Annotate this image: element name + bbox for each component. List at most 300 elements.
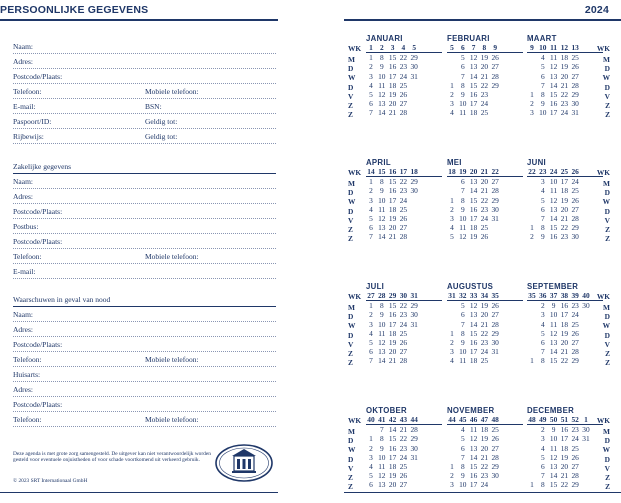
- day-number: 23: [399, 186, 408, 196]
- day-letter-left: M: [348, 427, 355, 436]
- business-1-field[interactable]: [13, 188, 276, 204]
- day-letter-right: Z: [605, 473, 610, 482]
- day-number: 24: [571, 434, 579, 444]
- day-number: 10: [549, 434, 558, 444]
- day-number: 5: [460, 53, 465, 63]
- day-number: 31: [410, 452, 418, 462]
- day-number: 23: [480, 204, 489, 214]
- day-number: 13: [469, 443, 478, 453]
- emergency-5-field[interactable]: [13, 381, 276, 397]
- day-number: 12: [378, 89, 386, 99]
- emergency-7-field[interactable]: [13, 411, 276, 427]
- day-number: 10: [459, 99, 467, 109]
- day-number: 8: [540, 356, 545, 366]
- day-number: 12: [378, 213, 386, 223]
- personal-0-field[interactable]: [13, 38, 276, 54]
- day-number: 21: [388, 108, 397, 118]
- day-number: 3: [369, 452, 373, 462]
- week-number: 34: [480, 291, 489, 300]
- business-2-field[interactable]: [13, 203, 276, 219]
- day-number: 22: [560, 480, 569, 490]
- day-number: 3: [369, 195, 373, 205]
- day-letter-right: V: [604, 91, 610, 101]
- day-number: 12: [469, 434, 478, 444]
- day-number: 4: [540, 443, 545, 453]
- day-number: 27: [399, 223, 408, 233]
- day-number: 14: [549, 80, 558, 90]
- day-number: 28: [491, 71, 499, 81]
- day-letter-left: D: [348, 64, 354, 74]
- publisher-logo: [214, 443, 274, 483]
- day-number: 10: [378, 319, 386, 329]
- day-number: 7: [369, 108, 373, 118]
- week-numbers-row: [527, 415, 603, 425]
- week-number: 38: [560, 291, 569, 300]
- week-number: 15: [378, 167, 386, 176]
- day-number: 23: [480, 471, 489, 481]
- day-number: 7: [369, 232, 373, 242]
- business-5-secondary-label: Mobiele telefoon:: [145, 252, 199, 261]
- day-number: 23: [560, 99, 569, 109]
- day-letter-left: V: [348, 463, 354, 473]
- day-row: [527, 356, 603, 365]
- day-row: [366, 356, 442, 365]
- day-letter-right: M: [603, 55, 610, 64]
- week-number: 48: [491, 415, 499, 424]
- day-number: 3: [450, 347, 454, 357]
- day-row: [447, 356, 523, 365]
- day-number: 20: [560, 204, 569, 214]
- day-letter-right: V: [604, 339, 610, 349]
- day-letter-left: D: [348, 436, 354, 446]
- day-row: [366, 301, 442, 310]
- personal-1-field[interactable]: [13, 53, 276, 69]
- personal-4-label: E-mail:: [13, 102, 36, 111]
- week-number: 35: [528, 291, 536, 300]
- day-number: 23: [399, 310, 408, 320]
- day-number: 17: [469, 213, 478, 223]
- month-november: [447, 406, 523, 490]
- day-number: 24: [399, 195, 408, 205]
- week-number: 49: [539, 415, 547, 424]
- day-row: [366, 453, 442, 462]
- day-letter-right: W: [602, 73, 610, 83]
- day-number: 9: [540, 232, 545, 242]
- day-number: 16: [469, 204, 478, 214]
- day-number: 24: [480, 99, 489, 109]
- day-number: 18: [480, 425, 489, 435]
- personal-5-field[interactable]: [13, 113, 276, 129]
- day-number: 17: [560, 177, 569, 187]
- day-number: 5: [460, 434, 465, 444]
- emergency-0-field[interactable]: [13, 306, 276, 322]
- business-4-field[interactable]: [13, 233, 276, 249]
- day-number: 31: [410, 319, 418, 329]
- day-number: 26: [571, 62, 579, 72]
- business-6-field[interactable]: [13, 263, 276, 279]
- day-number: 17: [469, 347, 478, 357]
- day-number: 21: [560, 80, 569, 90]
- week-number: 20: [469, 167, 478, 176]
- day-number: 29: [491, 328, 499, 338]
- month-name: NOVEMBER: [447, 406, 495, 415]
- business-3-field[interactable]: [13, 218, 276, 234]
- day-number: 7: [460, 71, 465, 81]
- day-number: 16: [560, 425, 569, 435]
- week-label-right: WK: [596, 292, 610, 301]
- day-number: 1: [530, 356, 534, 366]
- day-number: 22: [480, 80, 489, 90]
- day-number: 22: [399, 177, 408, 187]
- day-number: 4: [450, 108, 454, 118]
- day-row: [447, 329, 523, 338]
- day-number: 16: [469, 471, 478, 481]
- emergency-6-field[interactable]: [13, 396, 276, 412]
- day-number: 29: [491, 80, 499, 90]
- day-row: [366, 223, 442, 232]
- day-number: 17: [388, 452, 397, 462]
- day-row: [366, 196, 442, 205]
- day-number: 26: [491, 434, 499, 444]
- day-number: 21: [388, 232, 397, 242]
- day-number: 16: [388, 62, 397, 72]
- day-row: [447, 214, 523, 223]
- day-number: 14: [469, 452, 478, 462]
- week-number: 31: [448, 291, 456, 300]
- day-letter-left: Z: [348, 225, 353, 234]
- day-number: 27: [399, 347, 408, 357]
- week-number: 10: [539, 43, 547, 52]
- day-number: 2: [369, 443, 373, 453]
- day-number: 5: [540, 452, 545, 462]
- day-number: 20: [480, 177, 489, 187]
- day-number: 24: [560, 108, 569, 118]
- week-number: 35: [491, 291, 499, 300]
- day-number: 8: [379, 434, 384, 444]
- day-number: 22: [399, 301, 408, 311]
- day-number: 20: [388, 347, 397, 357]
- month-name: FEBRUARI: [447, 34, 490, 43]
- day-number: 1: [530, 480, 534, 490]
- day-number: 23: [480, 89, 489, 99]
- day-number: 25: [480, 108, 489, 118]
- day-row: [447, 108, 523, 117]
- day-number: 11: [459, 108, 467, 118]
- business-5-label: Telefoon:: [13, 252, 42, 261]
- day-number: 15: [469, 195, 478, 205]
- day-number: 6: [369, 99, 373, 109]
- day-number: 4: [460, 425, 465, 435]
- business-0-label: Naam:: [13, 177, 33, 186]
- day-row: [527, 186, 603, 195]
- day-number: 3: [450, 213, 454, 223]
- day-letter-right: V: [604, 215, 610, 225]
- day-number: 25: [571, 443, 579, 453]
- day-number: 5: [369, 471, 373, 481]
- personal-4-field[interactable]: [13, 98, 276, 114]
- day-number: 8: [379, 53, 384, 63]
- day-number: 21: [480, 452, 489, 462]
- day-row: [527, 90, 603, 99]
- day-number: 18: [469, 223, 478, 233]
- day-number: 23: [399, 62, 408, 72]
- day-number: 15: [388, 177, 397, 187]
- day-number: 9: [540, 99, 545, 109]
- day-letter-right: M: [603, 303, 610, 312]
- day-number: 30: [571, 232, 579, 242]
- day-row: [447, 338, 523, 347]
- day-number: 13: [378, 223, 386, 233]
- day-number: 20: [560, 337, 569, 347]
- day-number: 18: [388, 204, 397, 214]
- day-number: 3: [369, 71, 373, 81]
- week-numbers-row: [527, 43, 603, 53]
- day-number: 29: [410, 177, 418, 187]
- day-number: 10: [549, 177, 558, 187]
- day-number: 3: [450, 480, 454, 490]
- day-number: 23: [571, 425, 579, 435]
- day-letter-right: Z: [605, 358, 610, 368]
- day-number: 11: [550, 186, 558, 196]
- day-row: [527, 444, 603, 453]
- day-letter-right: D: [604, 206, 610, 216]
- personal-2-label: Postcode/Plaats:: [13, 72, 63, 81]
- day-number: 28: [491, 452, 499, 462]
- day-number: 25: [491, 425, 499, 435]
- emergency-3-secondary-label: Mobiele telefoon:: [145, 355, 199, 364]
- day-number: 8: [540, 480, 545, 490]
- day-number: 28: [399, 232, 408, 242]
- day-number: 17: [549, 108, 558, 118]
- week-numbers-row: [447, 167, 523, 177]
- day-number: 2: [369, 186, 373, 196]
- year-rule: [344, 19, 621, 21]
- day-letter-right: W: [602, 197, 610, 207]
- emergency-3-label: Telefoon:: [13, 355, 42, 364]
- day-row: [527, 310, 603, 319]
- month-juli: [366, 282, 442, 366]
- day-number: 15: [469, 461, 478, 471]
- day-number: 15: [388, 53, 397, 63]
- day-letter-left: M: [348, 55, 355, 64]
- month-name: MEI: [447, 158, 462, 167]
- day-number: 26: [399, 337, 408, 347]
- day-letter-left: D: [348, 454, 354, 464]
- week-numbers-row: [527, 291, 603, 301]
- day-number: 21: [560, 471, 569, 481]
- business-0-field[interactable]: [13, 173, 276, 189]
- day-number: 30: [410, 62, 418, 72]
- day-letter-right: D: [604, 312, 610, 322]
- personal-3-field[interactable]: [13, 83, 276, 99]
- week-number: 39: [571, 291, 579, 300]
- day-number: 9: [379, 186, 384, 196]
- day-letter-right: D: [604, 82, 610, 92]
- day-number: 5: [369, 337, 373, 347]
- day-row: [366, 347, 442, 356]
- day-number: 30: [582, 425, 590, 435]
- day-number: 13: [549, 71, 558, 81]
- day-number: 6: [460, 443, 465, 453]
- day-number: 13: [549, 204, 558, 214]
- week-label-right: WK: [596, 416, 610, 425]
- emergency-0-label: Naam:: [13, 310, 33, 319]
- day-number: 30: [582, 301, 590, 311]
- day-number: 11: [550, 319, 558, 329]
- day-number: 15: [388, 301, 397, 311]
- week-number: 40: [582, 291, 590, 300]
- emergency-section-heading: Waarschuwen in geval van nood: [13, 293, 276, 307]
- day-number: 24: [399, 71, 408, 81]
- week-number: 11: [550, 43, 558, 52]
- day-number: 17: [388, 71, 397, 81]
- week-number: 48: [528, 415, 536, 424]
- day-number: 1: [369, 434, 373, 444]
- day-number: 13: [549, 337, 558, 347]
- day-number: 19: [560, 328, 569, 338]
- day-number: 2: [369, 62, 373, 72]
- day-number: 11: [550, 53, 558, 63]
- day-number: 29: [571, 480, 579, 490]
- day-number: 10: [539, 108, 547, 118]
- day-letter-left: D: [348, 206, 354, 216]
- day-number: 6: [460, 62, 465, 72]
- day-number: 14: [469, 186, 478, 196]
- day-number: 19: [480, 434, 489, 444]
- day-number: 4: [369, 461, 373, 471]
- day-row: [366, 310, 442, 319]
- week-number: 6: [460, 43, 465, 52]
- day-row: [527, 223, 603, 232]
- day-row: [527, 329, 603, 338]
- day-letter-left: D: [348, 82, 354, 92]
- day-number: 6: [369, 347, 373, 357]
- day-number: 8: [379, 301, 384, 311]
- week-number: 44: [448, 415, 456, 424]
- day-number: 16: [549, 99, 558, 109]
- month-name: JANUARI: [366, 34, 403, 43]
- day-number: 20: [480, 62, 489, 72]
- day-number: 26: [571, 195, 579, 205]
- week-number: 5: [412, 43, 417, 52]
- day-row: [447, 72, 523, 81]
- week-number: 50: [549, 415, 558, 424]
- week-number: 42: [388, 415, 397, 424]
- day-number: 19: [560, 452, 569, 462]
- day-number: 16: [388, 310, 397, 320]
- day-letter-left: M: [348, 303, 355, 312]
- day-number: 24: [571, 310, 579, 320]
- day-row: [527, 480, 603, 489]
- day-number: 5: [369, 89, 373, 99]
- day-number: 8: [460, 461, 465, 471]
- emergency-7-label: Telefoon:: [13, 415, 42, 424]
- week-label: WK: [348, 44, 362, 53]
- day-number: 11: [378, 328, 386, 338]
- week-number: 16: [388, 167, 397, 176]
- day-number: 1: [530, 89, 534, 99]
- day-number: 12: [549, 195, 558, 205]
- week-number: 25: [560, 167, 569, 176]
- emergency-2-field[interactable]: [13, 336, 276, 352]
- day-number: 2: [369, 310, 373, 320]
- day-number: 30: [491, 337, 499, 347]
- emergency-4-field[interactable]: [13, 366, 276, 382]
- week-number: 24: [549, 167, 558, 176]
- day-number: 26: [480, 232, 489, 242]
- day-row: [366, 62, 442, 71]
- day-number: 24: [399, 319, 408, 329]
- day-number: 15: [549, 89, 558, 99]
- month-name: JULI: [366, 282, 385, 291]
- day-number: 28: [491, 319, 499, 329]
- day-row: [447, 462, 523, 471]
- day-number: 27: [571, 204, 579, 214]
- emergency-3-field[interactable]: [13, 351, 276, 367]
- day-number: 27: [491, 443, 499, 453]
- day-number: 4: [540, 53, 545, 63]
- week-number: 27: [367, 291, 375, 300]
- day-number: 21: [560, 213, 569, 223]
- day-row: [366, 53, 442, 62]
- day-number: 14: [549, 347, 558, 357]
- day-number: 10: [549, 310, 558, 320]
- day-letter-right: D: [604, 330, 610, 340]
- day-number: 25: [480, 223, 489, 233]
- month-februari: [447, 34, 523, 118]
- day-number: 26: [399, 471, 408, 481]
- business-5-field[interactable]: [13, 248, 276, 264]
- day-number: 27: [399, 99, 408, 109]
- day-number: 31: [582, 434, 590, 444]
- day-number: 7: [540, 471, 545, 481]
- day-row: [366, 320, 442, 329]
- day-number: 20: [480, 443, 489, 453]
- day-number: 7: [460, 319, 465, 329]
- day-number: 30: [491, 204, 499, 214]
- week-number: 18: [448, 167, 456, 176]
- day-number: 14: [469, 319, 478, 329]
- day-row: [447, 320, 523, 329]
- day-number: 22: [560, 89, 569, 99]
- week-number: 32: [459, 291, 467, 300]
- week-number: 47: [480, 415, 489, 424]
- week-label-right: WK: [596, 44, 610, 53]
- day-number: 19: [480, 301, 489, 311]
- week-number: 19: [459, 167, 467, 176]
- right-bottom-rule: [344, 492, 621, 493]
- day-letter-right: Z: [605, 234, 610, 244]
- day-number: 28: [399, 108, 408, 118]
- day-number: 3: [369, 319, 373, 329]
- day-number: 9: [379, 443, 384, 453]
- emergency-1-field[interactable]: [13, 321, 276, 337]
- personal-6-secondary-label: Geldig tot:: [145, 132, 178, 141]
- emergency-2-label: Postcode/Plaats:: [13, 340, 63, 349]
- day-number: 7: [460, 186, 465, 196]
- day-number: 9: [551, 301, 556, 311]
- day-number: 18: [560, 319, 569, 329]
- day-number: 12: [549, 328, 558, 338]
- day-letter-left: W: [348, 197, 356, 207]
- day-number: 6: [540, 71, 545, 81]
- day-row: [527, 81, 603, 90]
- day-number: 2: [530, 99, 534, 109]
- day-number: 2: [450, 89, 454, 99]
- day-number: 25: [399, 204, 408, 214]
- personal-6-field[interactable]: [13, 128, 276, 144]
- personal-2-field[interactable]: [13, 68, 276, 84]
